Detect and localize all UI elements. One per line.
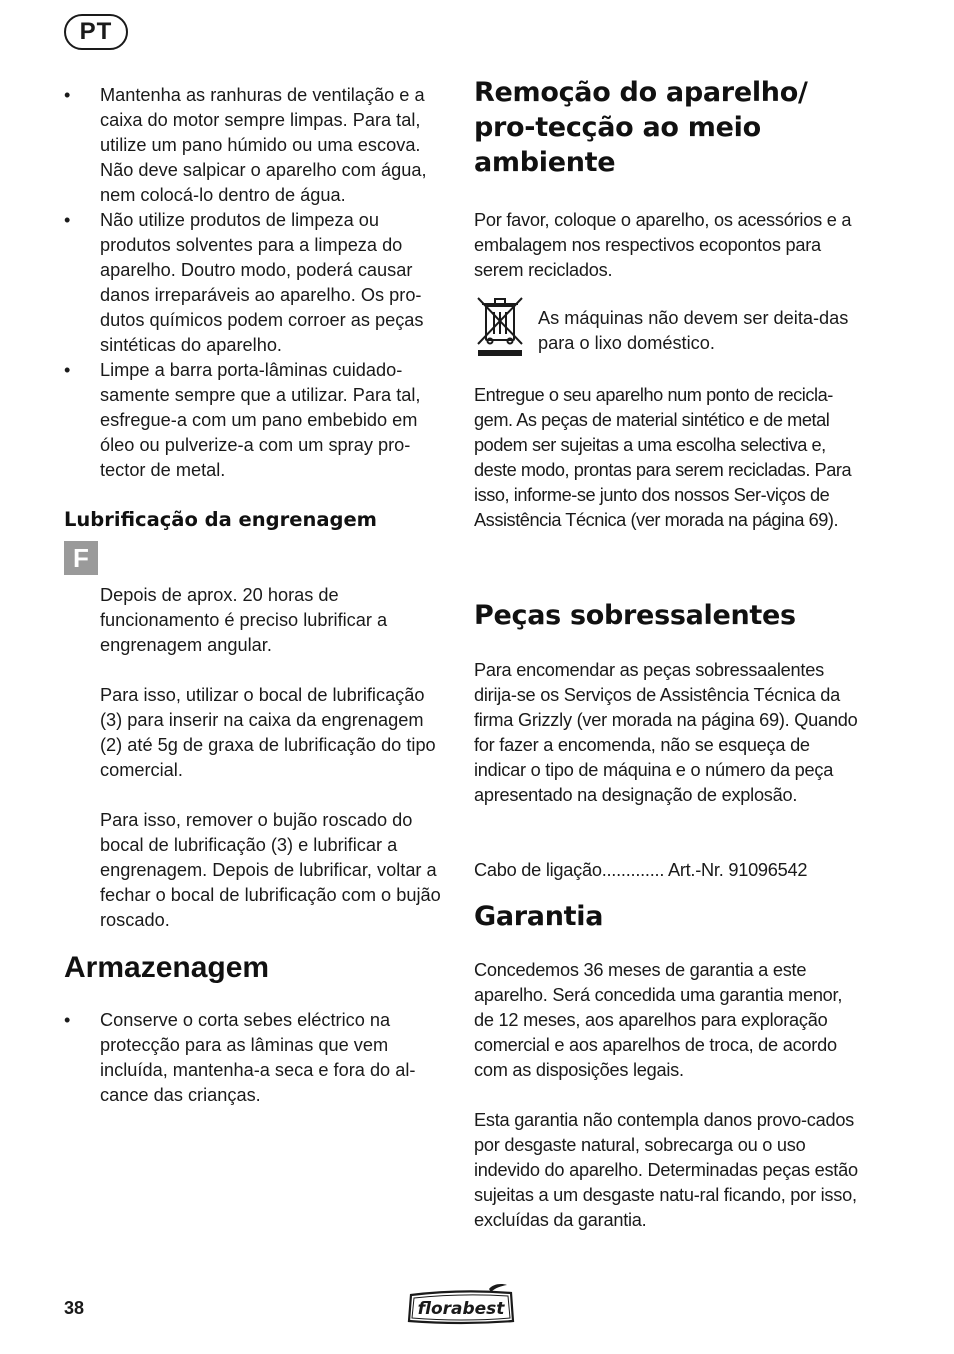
list-item: • Conserve o corta sebes eléctrico na protecção para as lâminas que vem incluída, mantenha-a seca e fora do al-cance das crianças. bbox=[64, 1008, 434, 1108]
maintenance-bullet-list bbox=[64, 83, 450, 483]
disposal-heading: Remoção do aparelho/ pro-tecção ao meio ambiente bbox=[474, 77, 808, 178]
disposal-body: Entregue o seu aparelho num ponto de recicla-gem. As peças de material sintético e de metal podem ser sujeitas a uma escolha selectiva e, deste modo, prontas para serem recicladas. Para isso, informe-se junto dos nossos Ser-viços de Assistência Técnica (ver morada na página 69). bbox=[474, 385, 852, 530]
lubrication-paragraph: Depois de aprox. 20 horas de funcionamento é preciso lubrificar a engrenagem angular. bbox=[100, 585, 388, 655]
warranty-paragraph: Concedemos 36 meses de garantia a este aparelho. Será concedida uma garantia menor, de 12 meses, aos aparelhos para exploração comercial e aos aparelhos de troca, de acordo com as disposições legais. bbox=[474, 960, 843, 1080]
spare-parts-body: Para encomendar as peças sobressaalentes dirija-se os Serviços de Assistência Técnica da firma Grizzly (ver morada na página 69). Quando for fazer a encomenda, não se esqueça de indicar o tipo de máquina e o número da peça apresentado na designação de explosão. bbox=[474, 660, 858, 805]
list-item: • Mantenha as ranhuras de ventilação e a caixa do motor sempre limpas. Para tal, utilize um pano húmido ou uma escova. Não deve salpicar o aparelho com água, nem colocá-lo dentro de água. bbox=[64, 83, 450, 208]
storage-bullet-list bbox=[64, 1008, 434, 1108]
part-number-line: Cabo de ligação............. Art.-Nr. 91096542 bbox=[474, 860, 808, 880]
lubrication-paragraph: Para isso, utilizar o bocal de lubrificação (3) para inserir na caixa da engrenagem (2) até 5g de graxa de lubrificação do tipo comercial. bbox=[100, 685, 436, 780]
lubrication-heading: Lubrificação da engrenagem bbox=[64, 508, 377, 531]
weee-text: As máquinas não devem ser deita-das para o lixo doméstico. bbox=[538, 308, 849, 353]
florabest-logo bbox=[405, 1283, 517, 1329]
list-item: • Não utilize produtos de limpeza ou produtos solventes para a limpeza do aparelho. Doutro modo, poderá causar danos irreparáveis ao aparelho. Os pro-dutos químicos podem corroer as peças sintéticas do aparelho. bbox=[64, 208, 450, 358]
storage-heading: Armazenagem bbox=[64, 951, 270, 984]
warranty-heading: Garantia bbox=[474, 901, 604, 932]
lubrication-paragraph: Para isso, remover o bujão roscado do bocal de lubrificação (3) e lubrificar a engrenagem. Depois de lubrificar, voltar a fechar o bocal de lubrificação com o bujão roscado. bbox=[100, 810, 441, 930]
list-item: • Limpe a barra porta-lâminas cuidado-samente sempre que a utilizar. Para tal, esfregue-a com um pano embebido em óleo ou pulverize-a com um spray pro-tector de metal. bbox=[64, 358, 450, 483]
disposal-intro: Por favor, coloque o aparelho, os acessórios e a embalagem nos respectivos ecopontos para serem reciclados. bbox=[474, 210, 852, 280]
language-badge: PT bbox=[64, 14, 128, 50]
warranty-paragraph: Esta garantia não contempla danos provo-cados por desgaste natural, sobrecarga ou o uso indevido do aparelho. Determinadas peças estão sujeitas a um desgaste natu-ral ficando, por isso, excluídas da garantia. bbox=[474, 1110, 858, 1230]
svg-text:florabest: florabest bbox=[417, 1299, 505, 1319]
weee-notice bbox=[474, 294, 864, 358]
spare-parts-heading: Peças sobressalentes bbox=[474, 600, 796, 631]
figure-reference-badge: F bbox=[64, 541, 98, 575]
page-number: 38 bbox=[64, 1298, 85, 1318]
crossed-out-bin-icon bbox=[474, 294, 526, 358]
